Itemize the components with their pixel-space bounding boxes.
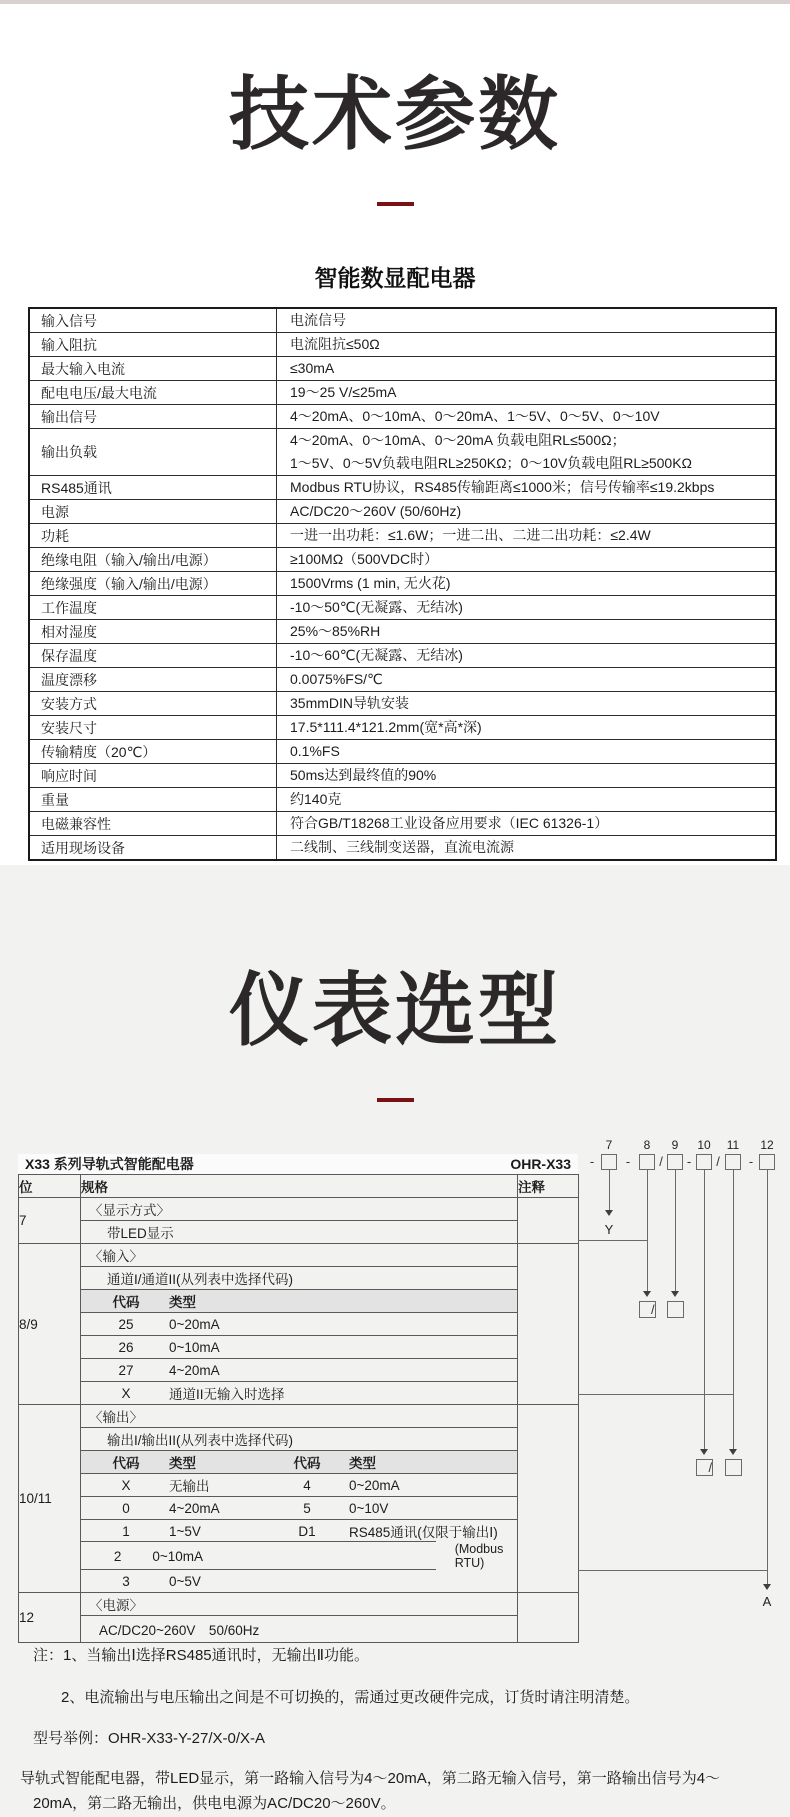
page-title-tech-params: 技术参数 (229, 70, 561, 159)
note-cell (518, 1405, 579, 1593)
section-label: 〈输入〉 (89, 1249, 143, 1264)
type-value: 0~10mA (152, 1548, 204, 1564)
separator: / (716, 1154, 720, 1169)
spec-value (277, 788, 777, 812)
note-cell (518, 1198, 579, 1244)
col-header-spec: 规格 (81, 1175, 518, 1198)
spec-value (277, 357, 777, 381)
spec-value-line: -10～60℃(无凝露、无结冰) (290, 647, 463, 663)
spec-row (29, 644, 776, 668)
spec-cell (81, 1359, 518, 1382)
spec-value (277, 740, 777, 764)
code-box (696, 1154, 712, 1170)
selection-row (19, 1290, 579, 1313)
spec-row (29, 572, 776, 596)
spec-cell (81, 1616, 518, 1643)
spec-cell (81, 1405, 518, 1428)
spec-cell (81, 1267, 518, 1290)
spec-label: 电磁兼容性 (29, 812, 277, 836)
note-line-2: 2、电流输出与电压输出之间是不可切换的，需通过更改硬件完成，订货时请注明清楚。 (61, 1689, 640, 1706)
spec-row (29, 333, 776, 357)
position-cell: 10/11 (19, 1405, 81, 1593)
spec-cell (81, 1244, 518, 1267)
separator: / (659, 1154, 663, 1169)
spec-row (29, 668, 776, 692)
accent-dash-2 (377, 1098, 414, 1102)
selection-diagram-area (0, 1138, 790, 1643)
notes-block (18, 1643, 774, 1816)
diagram-line (675, 1170, 676, 1291)
code-value: 0 (122, 1500, 130, 1516)
col-header-note: 注释 (518, 1175, 579, 1198)
spec-value (277, 429, 777, 476)
type-value: 0~10mA (169, 1339, 220, 1355)
spec-cell (81, 1198, 518, 1221)
spec-label: 输出信号 (29, 405, 277, 429)
model-description: 导轨式智能配电器，带LED显示，第一路输入信号为4～20mA，第二路无输入信号，第一路输出信号为4～20mA，第二路无输出，供电电源为AC/DC20～260V。 (20, 1770, 721, 1812)
selection-row (19, 1382, 579, 1405)
display-code-label: Y (604, 1222, 614, 1237)
selection-row (19, 1221, 579, 1244)
spec-value (277, 668, 777, 692)
digit-label: 12 (760, 1138, 774, 1152)
spec-value (277, 308, 777, 333)
code-value: X (121, 1477, 131, 1493)
selection-row (19, 1451, 579, 1474)
arrow-down-icon (729, 1449, 737, 1455)
spec-label: 适用现场设备 (29, 836, 277, 861)
diagram-line (609, 1170, 610, 1210)
spec-label: 相对湿度 (29, 620, 277, 644)
selection-row (19, 1244, 579, 1267)
spec-label: 安装尺寸 (29, 716, 277, 740)
spec-value (277, 405, 777, 429)
spec-cell (81, 1520, 518, 1543)
type-value: 无输出 (169, 1479, 210, 1494)
type-value-continued: (Modbus RTU) (454, 1542, 504, 1570)
diagram-line (767, 1170, 768, 1584)
spec-row (29, 716, 776, 740)
spec-value (277, 572, 777, 596)
arrow-down-icon (605, 1210, 613, 1216)
spec-cell (81, 1382, 518, 1405)
spec-value-line: 4～20mA、0～10mA、0～20mA、1～5V、0～5V、0～10V (290, 408, 660, 424)
arrow-down-icon (700, 1449, 708, 1455)
spec-row (29, 764, 776, 788)
code-value: D1 (298, 1523, 316, 1539)
model-selection-section (0, 865, 790, 1817)
spec-row (29, 405, 776, 429)
spec-value (277, 333, 777, 357)
selection-row (19, 1405, 579, 1428)
spec-label: 最大输入电流 (29, 357, 277, 381)
spec-value-line: 4～20mA、0～10mA、0～20mA 负载电阻RL≤500Ω； (290, 432, 626, 448)
code-value: 5 (303, 1500, 311, 1516)
spec-label: 绝缘电阻（输入/输出/电源） (29, 548, 277, 572)
spec-value-line: 50ms达到最终值的90% (290, 767, 437, 783)
spec-row (29, 476, 776, 500)
spec-label: 输入信号 (29, 308, 277, 333)
code-box (725, 1154, 741, 1170)
section-subtext: 输出I/输出II(从列表中选择代码) (107, 1433, 293, 1448)
power-code-label: A (762, 1594, 772, 1609)
selection-row (19, 1542, 579, 1570)
code-value: 4 (303, 1477, 311, 1493)
code-box (667, 1154, 683, 1170)
spec-value (277, 500, 777, 524)
model-prefix: OHR-X33 (510, 1156, 571, 1172)
arrow-down-icon (643, 1291, 651, 1297)
page-title-model-selection: 仪表选型 (229, 966, 561, 1055)
note-line-1: 注：1、当输出Ⅰ选择RS485通讯时，无输出Ⅱ功能。 (33, 1647, 370, 1664)
spec-row (29, 524, 776, 548)
spec-table (28, 307, 777, 861)
selection-row (19, 1336, 579, 1359)
spec-cell (81, 1221, 518, 1244)
spec-label: 温度漂移 (29, 668, 277, 692)
spec-value-line: ≤30mA (290, 360, 335, 376)
code-value: 26 (118, 1339, 134, 1355)
separator: - (589, 1154, 595, 1169)
col-header-pos: 位 (19, 1175, 81, 1198)
spec-value-line: 25%～85%RH (290, 623, 381, 639)
note-cell (518, 1593, 579, 1643)
code-box (639, 1154, 655, 1170)
spec-cell (81, 1313, 518, 1336)
spec-row (29, 429, 776, 476)
spec-cell (81, 1593, 518, 1616)
spec-value (277, 836, 777, 861)
type-value: 4~20mA (169, 1362, 220, 1378)
spec-value (277, 524, 777, 548)
type-value: 0~20mA (349, 1477, 400, 1493)
spec-cell (81, 1451, 518, 1474)
spec-value-line: 电流阻抗≤50Ω (290, 336, 380, 352)
spec-label: 保存温度 (29, 644, 277, 668)
code-value: 1 (122, 1523, 130, 1539)
series-band (18, 1154, 578, 1174)
spec-cell (81, 1542, 518, 1570)
code-col-header: 代码 (293, 1456, 321, 1471)
spec-value-line: 1500Vrms (1 min, 无火花) (290, 575, 451, 591)
spec-value (277, 596, 777, 620)
spec-label: 传输精度（20℃） (29, 740, 277, 764)
selection-row (19, 1359, 579, 1382)
model-example: 型号举例：OHR-X33-Y-27/X-0/X-A (33, 1730, 266, 1747)
type-col-header: 类型 (169, 1295, 196, 1310)
selection-table-wrap (18, 1154, 578, 1643)
spec-row (29, 692, 776, 716)
section-subtext: 通道I/通道II(从列表中选择代码) (107, 1272, 293, 1287)
spec-value-line: 0.0075%FS/℃ (290, 671, 383, 687)
code-value: 2 (113, 1548, 122, 1564)
digit-label: 10 (697, 1138, 711, 1152)
code-value: 3 (122, 1573, 130, 1589)
spec-cell (81, 1474, 518, 1497)
diagram-line (704, 1170, 705, 1449)
diagram-line (647, 1170, 648, 1291)
separator: - (625, 1154, 631, 1169)
selection-row (19, 1198, 579, 1221)
section-label: 〈电源〉 (89, 1598, 143, 1613)
code-value: 27 (118, 1362, 134, 1378)
spec-value-line: 35mmDIN导轨安装 (290, 695, 410, 711)
spec-label: 工作温度 (29, 596, 277, 620)
spec-value-line: 电流信号 (290, 312, 346, 328)
digit-label: 11 (726, 1138, 740, 1152)
spec-value (277, 548, 777, 572)
arrow-down-icon (763, 1584, 771, 1590)
spec-label: 安装方式 (29, 692, 277, 716)
spec-label: 电源 (29, 500, 277, 524)
spec-label: 输入阻抗 (29, 333, 277, 357)
selection-row (19, 1520, 579, 1543)
selection-row (19, 1570, 579, 1593)
spec-value (277, 644, 777, 668)
spec-value-line: 0.1%FS (290, 743, 340, 759)
spec-table-title: 智能数显配电器 (314, 265, 476, 291)
spec-cell (81, 1570, 518, 1593)
type-value: RS485通讯(仅限于输出Ⅰ) (349, 1525, 498, 1540)
type-value: 0~20mA (169, 1316, 220, 1332)
spec-row (29, 381, 776, 405)
spec-row (29, 620, 776, 644)
spec-value-line: ≥100MΩ（500VDC时） (290, 551, 439, 567)
spec-table-body (29, 308, 776, 860)
spec-row (29, 596, 776, 620)
diagram-line (578, 1394, 733, 1395)
type-col-header: 类型 (349, 1456, 376, 1471)
spec-value-line: 符合GB/T18268工业设备应用要求（IEC 61326-1） (290, 815, 609, 831)
spec-value (277, 476, 777, 500)
spec-label: 配电电压/最大电流 (29, 381, 277, 405)
spec-label: RS485通讯 (29, 476, 277, 500)
slash-separator: / (708, 1460, 713, 1475)
type-value: 0~10V (349, 1500, 389, 1516)
spec-row (29, 308, 776, 333)
type-value: 1~5V (169, 1523, 201, 1539)
spec-label: 功耗 (29, 524, 277, 548)
type-value: 4~20mA (169, 1500, 220, 1516)
separator: - (686, 1154, 692, 1169)
code-box (759, 1154, 775, 1170)
code-value: 25 (118, 1316, 134, 1332)
diagram-line (578, 1570, 767, 1571)
separator: - (748, 1154, 754, 1169)
spec-cell (81, 1290, 518, 1313)
spec-label: 输出负载 (29, 429, 277, 476)
spec-row (29, 548, 776, 572)
spec-row (29, 500, 776, 524)
spec-value-line: 二线制、三线制变送器，直流电流源 (290, 839, 514, 855)
position-cell: 7 (19, 1198, 81, 1244)
selection-row (19, 1593, 579, 1616)
accent-dash (377, 202, 414, 206)
section-subtext: 带LED显示 (107, 1226, 174, 1241)
selection-row (19, 1616, 579, 1643)
arrow-down-icon (671, 1291, 679, 1297)
digit-label: 9 (671, 1138, 679, 1152)
spec-value (277, 620, 777, 644)
selection-row (19, 1474, 579, 1497)
digit-label: 7 (605, 1138, 613, 1152)
spec-value (277, 381, 777, 405)
spec-value-line: -10～50℃(无凝露、无结冰) (290, 599, 463, 615)
spec-label: 重量 (29, 788, 277, 812)
spec-cell (81, 1428, 518, 1451)
selection-table-body (19, 1198, 579, 1643)
series-title: X33 系列导轨式智能配电器 (25, 1156, 194, 1172)
code-value: X (121, 1385, 131, 1401)
code-box (725, 1459, 742, 1476)
spec-row (29, 836, 776, 861)
position-cell: 12 (19, 1593, 81, 1643)
diagram-line (578, 1240, 647, 1241)
selection-row (19, 1428, 579, 1451)
selection-row (19, 1497, 579, 1520)
type-col-header: 类型 (169, 1456, 196, 1471)
spec-value-line: 一进一出功耗：≤1.6W；一进二出、二进二出功耗：≤2.4W (290, 527, 651, 543)
note-cell (518, 1244, 579, 1405)
spec-value-line: AC/DC20～260V (50/60Hz) (290, 503, 462, 519)
spec-value (277, 812, 777, 836)
code-col-header: 代码 (112, 1456, 140, 1471)
type-value: 0~5V (169, 1573, 201, 1589)
digit-label: 8 (643, 1138, 651, 1152)
code-col-header: 代码 (112, 1295, 140, 1310)
spec-value-line: Modbus RTU协议，RS485传输距离≤1000米；信号传输率≤19.2kbps (290, 479, 715, 495)
spec-row (29, 357, 776, 381)
type-value: 通道II无输入时选择 (169, 1387, 285, 1402)
spec-row (29, 812, 776, 836)
spec-cell (81, 1497, 518, 1520)
selection-row (19, 1267, 579, 1290)
spec-value-line: 17.5*111.4*121.2mm(宽*高*深) (290, 719, 482, 735)
spec-value-line: 约140克 (290, 791, 342, 807)
section-label: 〈显示方式〉 (89, 1203, 170, 1218)
spec-value-line: 1～5V、0～5V负载电阻RL≥250KΩ；0～10V负载电阻RL≥500KΩ (290, 455, 693, 471)
selection-header-row (19, 1175, 579, 1198)
code-box (601, 1154, 617, 1170)
spec-value (277, 764, 777, 788)
spec-row (29, 788, 776, 812)
spec-cell (81, 1336, 518, 1359)
spec-label: 绝缘强度（输入/输出/电源） (29, 572, 277, 596)
spec-value-line: 19～25 V/≤25mA (290, 384, 397, 400)
spec-value (277, 716, 777, 740)
slash-separator: / (651, 1302, 655, 1317)
diagram-line (733, 1170, 734, 1449)
position-cell: 8/9 (19, 1244, 81, 1405)
selection-row (19, 1313, 579, 1336)
section-label: 〈输出〉 (89, 1410, 143, 1425)
selection-table (18, 1174, 579, 1643)
code-box (667, 1301, 684, 1318)
spec-label: 响应时间 (29, 764, 277, 788)
spec-row (29, 740, 776, 764)
spec-value (277, 692, 777, 716)
section-subtext: AC/DC20~260V 50/60Hz (99, 1623, 260, 1638)
